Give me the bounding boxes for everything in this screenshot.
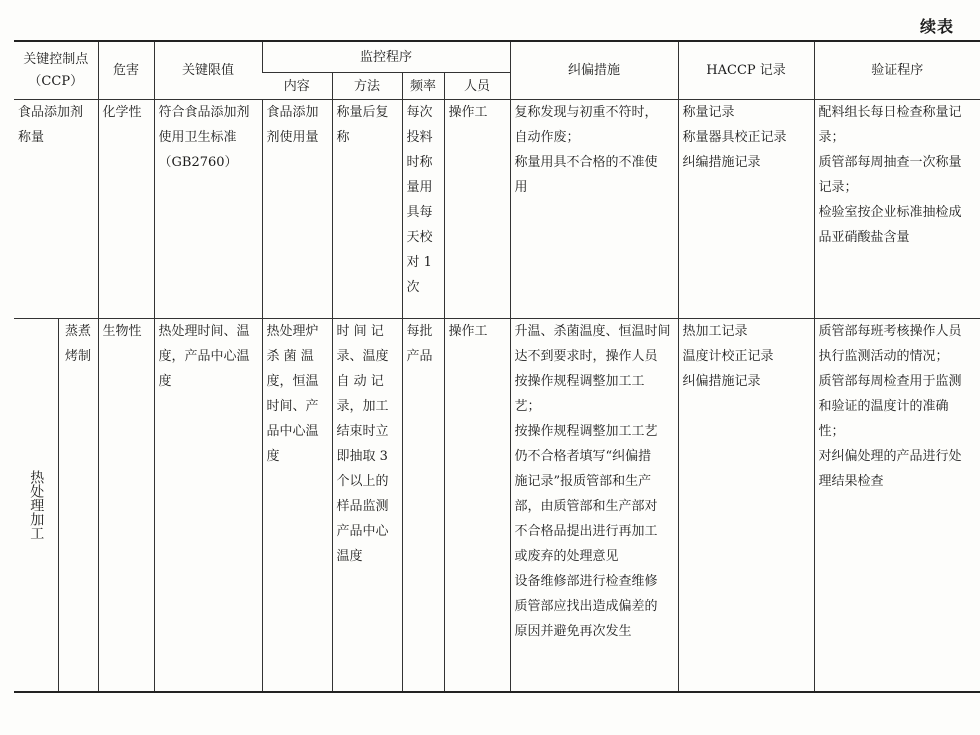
cell-frequency: 每次 投料 时称 量用 具每 天校 对 1 次 [402,100,444,319]
header-ccp: 关键控制点 （CCP） [14,41,98,100]
header-monitor-method: 方法 [332,73,402,100]
cell-records: 热加工记录 温度计校正记录 纠偏措施记录 [678,319,814,693]
cell-ccp: 食品添加剂 称量 [14,100,98,319]
continued-label: 续表 [919,17,954,36]
cell-verification: 配料组长每日检查称量记 录； 质管部每周抽查一次称量 记录； 检验室按企业标准抽检成 品亚硝酸盐含量 [814,100,980,319]
header-monitoring: 监控程序 [262,41,510,73]
header-critical-limit: 关键限值 [154,41,262,100]
cell-frequency: 每批 产品 [402,319,444,693]
cell-corrective: 升温、杀菌温度、恒温时间 达不到要求时，操作人员 按操作规程调整加工工 艺； 按操作规程调整加工工艺 仍不合格者填写“纠偏措 施记录”报质管部和生产 部，由质管部和生产部对 不合格品提出进行再加工 或废弃的处理意见 设备维修部进行检查维修 质管部应找出造成偏差的 原因并避免再次发生 [510,319,678,693]
cell-personnel: 操作工 [444,100,510,319]
header-monitor-frequency: 频率 [402,73,444,100]
header-verification: 验证程序 [814,41,980,100]
header-corrective: 纠偏措施 [510,41,678,100]
cell-records: 称量记录 称量器具校正记录 纠编措施记录 [678,100,814,319]
cell-personnel: 操作工 [444,319,510,693]
header-monitor-personnel: 人员 [444,73,510,100]
cell-verification: 质管部每班考核操作人员 执行监测活动的情况； 质管部每周检查用于监测 和验证的温度计的准确 性； 对纠偏处理的产品进行处 理结果检查 [814,319,980,693]
cell-ccp: 蒸煮 烤制 [58,319,98,693]
cell-method: 时 间 记 录、温度 自 动 记 录，加工 结束时立 即抽取 3 个以上的 样品监测 产品中心 温度 [332,319,402,693]
cell-limit: 热处理时间、温 度，产品中心温 度 [154,319,262,693]
cell-content: 热处理炉 杀 菌 温 度，恒温 时间、产 品中心温 度 [262,319,332,693]
cell-corrective: 复称发现与初重不符时， 自动作废； 称量用具不合格的不准使 用 [510,100,678,319]
cell-hazard: 化学性 [98,100,154,319]
cell-content: 食品添加 剂使用量 [262,100,332,319]
cell-limit: 符合食品添加剂 使用卫生标准 （GB2760） [154,100,262,319]
table-row [14,100,980,319]
header-hazard: 危害 [98,41,154,100]
cell-hazard: 生物性 [98,319,154,693]
cell-ccp-group: 热处理加工 [14,319,58,693]
table-row [14,319,980,693]
cell-method: 称量后复 称 [332,100,402,319]
haccp-table [14,40,980,693]
header-records: HACCP 记录 [678,41,814,100]
header-monitor-content: 内容 [283,78,310,94]
